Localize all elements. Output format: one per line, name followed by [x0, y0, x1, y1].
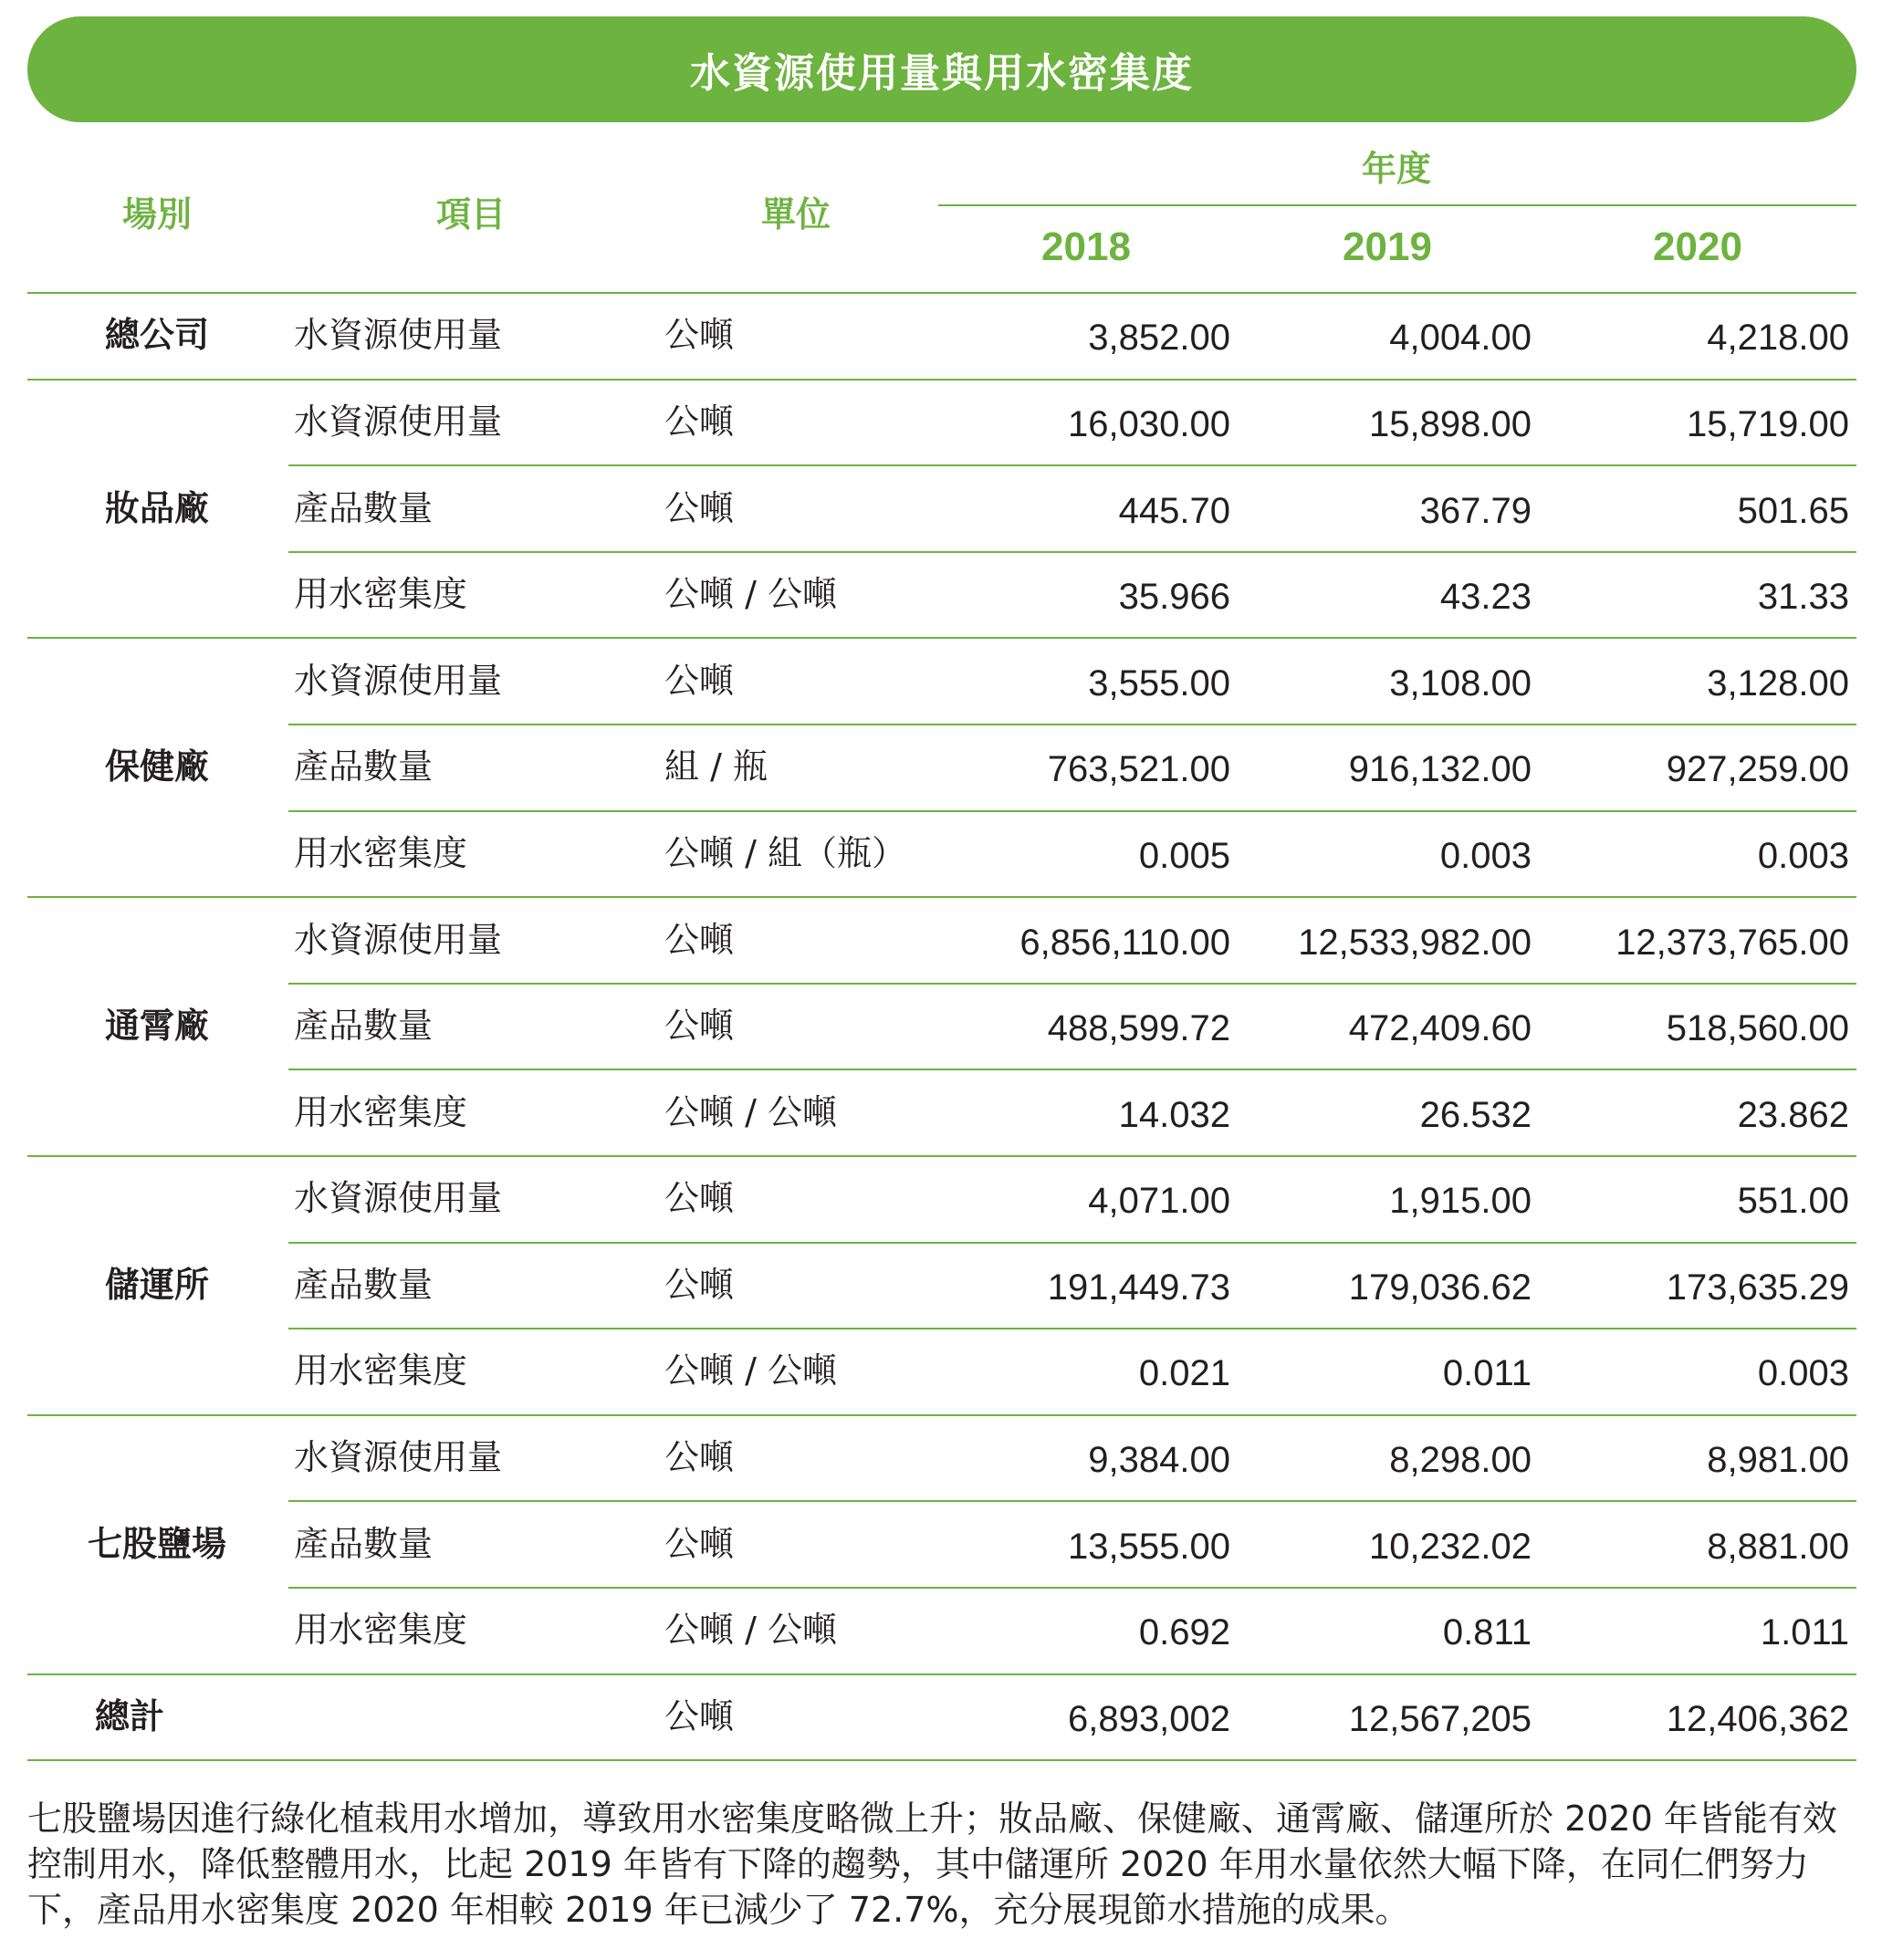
row-value: 35.966 [1118, 577, 1230, 617]
row-unit-label: 公噸 [664, 1178, 735, 1218]
row-unit-label: 公噸 [664, 315, 735, 355]
row-unit-label: 公噸 [664, 488, 735, 528]
total-value: 6,893,002 [1068, 1699, 1230, 1739]
row-value: 43.23 [1439, 577, 1532, 617]
row-divider [288, 810, 1856, 812]
header-year-2018: 2018 [1041, 224, 1131, 269]
row-value: 916,132.00 [1348, 749, 1532, 789]
row-value: 3,128.00 [1707, 663, 1849, 704]
row-divider [288, 983, 1856, 985]
row-value: 763,521.00 [1047, 749, 1230, 789]
row-value: 15,719.00 [1687, 404, 1849, 444]
header-year-group: 年度 [1361, 149, 1432, 189]
row-value: 10,232.02 [1369, 1527, 1532, 1567]
row-value: 4,218.00 [1707, 318, 1849, 358]
row-value: 16,030.00 [1068, 404, 1230, 444]
row-value: 0.811 [1442, 1612, 1532, 1652]
site-label: 七股鹽場 [87, 1524, 227, 1564]
row-value: 927,259.00 [1666, 749, 1849, 789]
row-value: 31.33 [1757, 577, 1849, 617]
row-value: 3,108.00 [1389, 663, 1532, 704]
row-divider [288, 1328, 1856, 1329]
row-unit-label: 公噸 [664, 1006, 735, 1046]
row-value: 12,373,765.00 [1615, 923, 1849, 963]
row-value: 9,384.00 [1088, 1440, 1230, 1480]
row-value: 518,560.00 [1666, 1008, 1849, 1048]
group-divider [27, 1673, 1856, 1675]
row-value: 8,298.00 [1389, 1440, 1532, 1480]
table-bottom-rule [27, 1759, 1856, 1761]
row-divider [288, 1242, 1856, 1244]
row-value: 0.005 [1138, 836, 1230, 876]
row-unit-label: 公噸 / 公噸 [664, 1610, 837, 1650]
row-divider [288, 551, 1856, 553]
row-unit-label: 組 / 瓶 [664, 746, 768, 787]
row-unit-label: 公噸 / 公噸 [664, 1350, 837, 1391]
header-year-2019: 2019 [1343, 224, 1432, 269]
total-label: 總計 [94, 1696, 165, 1736]
total-unit: 公噸 [664, 1696, 735, 1736]
row-value: 1,915.00 [1389, 1181, 1532, 1221]
row-unit-label: 公噸 [664, 1265, 735, 1305]
site-label: 妝品廠 [104, 488, 210, 528]
row-item-label: 產品數量 [294, 1265, 434, 1305]
group-divider [27, 379, 1856, 381]
row-value: 0.692 [1138, 1612, 1230, 1652]
row-value: 173,635.29 [1666, 1267, 1849, 1308]
row-unit-label: 公噸 / 組（瓶） [664, 833, 906, 873]
row-value: 12,533,982.00 [1298, 923, 1532, 963]
row-value: 3,852.00 [1088, 318, 1230, 358]
row-value: 8,881.00 [1707, 1527, 1849, 1567]
row-unit-label: 公噸 [664, 401, 735, 442]
row-unit-label: 公噸 / 公噸 [664, 1092, 837, 1132]
total-value: 12,567,205 [1348, 1699, 1532, 1739]
site-label: 通霄廠 [104, 1006, 210, 1046]
row-value: 0.021 [1138, 1353, 1230, 1393]
row-value: 0.011 [1442, 1353, 1532, 1393]
row-item-label: 用水密集度 [294, 574, 468, 614]
row-unit-label: 公噸 / 公噸 [664, 574, 837, 614]
table-title: 水資源使用量與用水密集度 [27, 16, 1856, 122]
row-value: 8,981.00 [1707, 1440, 1849, 1480]
row-value: 15,898.00 [1369, 404, 1532, 444]
row-divider [288, 464, 1856, 466]
row-value: 0.003 [1757, 1353, 1849, 1393]
row-unit-label: 公噸 [664, 1524, 735, 1564]
row-value: 23.862 [1737, 1095, 1849, 1135]
header-item: 項目 [435, 194, 507, 235]
row-value: 14.032 [1118, 1095, 1230, 1135]
row-divider [288, 1587, 1856, 1589]
row-divider [288, 724, 1856, 725]
row-item-label: 水資源使用量 [294, 1178, 503, 1218]
group-divider [27, 637, 1856, 639]
row-value: 488,599.72 [1047, 1008, 1230, 1048]
site-label: 保健廠 [104, 746, 210, 787]
row-unit-label: 公噸 [664, 661, 735, 701]
row-item-label: 用水密集度 [294, 1350, 468, 1391]
row-value: 1.011 [1760, 1612, 1849, 1652]
row-item-label: 水資源使用量 [294, 920, 503, 960]
row-value: 0.003 [1757, 836, 1849, 876]
row-value: 179,036.62 [1348, 1267, 1532, 1308]
header-unit: 單位 [760, 194, 831, 235]
footnote: 七股鹽場因進行綠化植栽用水增加，導致用水密集度略微上升；妝品廠、保健廠、通霄廠、儲運所於 2020 年皆能有效控制用水，降低整體用水，比起 2019 年皆有下降的趨勢，其中儲運所 2020 年用水量依然大幅下降，在同仁們努力下，產品用水密集度 2020 年相較 2019 年已減少了 72.7%，充分展現節水措施的成果。 [27, 1798, 1837, 1930]
row-item-label: 水資源使用量 [294, 401, 503, 442]
row-value: 445.70 [1118, 491, 1230, 531]
row-value: 367.79 [1419, 491, 1532, 531]
row-value: 3,555.00 [1088, 663, 1230, 704]
site-label: 儲運所 [104, 1265, 210, 1305]
row-value: 501.65 [1737, 491, 1849, 531]
row-item-label: 產品數量 [294, 488, 434, 528]
row-item-label: 產品數量 [294, 1006, 434, 1046]
header-year-rule [938, 204, 1856, 206]
row-item-label: 用水密集度 [294, 833, 468, 873]
row-value: 0.003 [1439, 836, 1532, 876]
total-value: 12,406,362 [1666, 1699, 1849, 1739]
header-divider [27, 292, 1856, 294]
header-site: 場別 [121, 194, 193, 235]
row-value: 26.532 [1419, 1095, 1532, 1135]
row-item-label: 用水密集度 [294, 1610, 468, 1650]
row-value: 4,004.00 [1389, 318, 1532, 358]
row-item-label: 水資源使用量 [294, 315, 503, 355]
site-label: 總公司 [104, 315, 210, 355]
row-value: 6,856,110.00 [1019, 923, 1230, 963]
group-divider [27, 896, 1856, 898]
row-unit-label: 公噸 [664, 920, 735, 960]
group-divider [27, 1414, 1856, 1416]
row-divider [288, 1500, 1856, 1502]
group-divider [27, 1155, 1856, 1157]
row-value: 13,555.00 [1068, 1527, 1230, 1567]
row-item-label: 水資源使用量 [294, 661, 503, 701]
row-item-label: 產品數量 [294, 1524, 434, 1564]
row-item-label: 水資源使用量 [294, 1437, 503, 1477]
row-divider [288, 1069, 1856, 1070]
row-value: 191,449.73 [1047, 1267, 1230, 1308]
header-year-2020: 2020 [1653, 224, 1742, 269]
row-value: 551.00 [1737, 1181, 1849, 1221]
row-unit-label: 公噸 [664, 1437, 735, 1477]
row-item-label: 用水密集度 [294, 1092, 468, 1132]
row-item-label: 產品數量 [294, 746, 434, 787]
row-value: 4,071.00 [1088, 1181, 1230, 1221]
row-value: 472,409.60 [1348, 1008, 1532, 1048]
